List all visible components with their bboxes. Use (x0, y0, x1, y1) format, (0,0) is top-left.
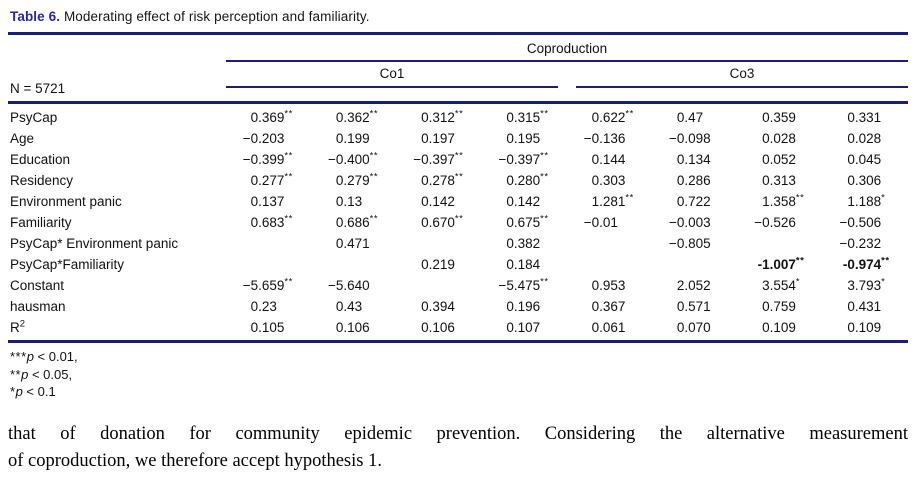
paragraph-line-1: that of donation for community epidemic prevention. Considering the alternative measurement (8, 423, 908, 444)
value-cell: 0 .137 (250, 194, 285, 209)
value-cell: −5 .475** (498, 276, 549, 293)
value-cell (738, 233, 823, 254)
value-cell: 0 .279** (335, 171, 379, 188)
value-cell: 0 .471 (335, 236, 370, 251)
co1-subheader (226, 61, 567, 103)
value-cell: −0 .003 (668, 215, 711, 230)
footnote-stars: * (10, 384, 16, 399)
value-cell: −0 .805 (668, 236, 711, 251)
value-cell: 1 .358** (762, 192, 805, 209)
value-cell: 0 .670** (421, 213, 464, 230)
value-cell: 0 .184 (506, 257, 541, 272)
table-row (8, 233, 908, 254)
footnote-pvar: p (15, 384, 23, 399)
value-cell: 0 .13 (335, 194, 363, 209)
value-cell: −0 .400** (327, 150, 379, 167)
value-cell: 0 .142 (506, 194, 541, 209)
value-cell: 0 .195 (506, 131, 541, 146)
value-cell: 0 .722 (676, 194, 711, 209)
footnote-stars: *** (10, 349, 27, 364)
value-cell: 0 .759 (762, 299, 796, 314)
value-cell (652, 254, 737, 275)
value-cell: 0 .23 (250, 299, 277, 314)
results-table (8, 32, 908, 343)
row-label: hausman (10, 299, 66, 314)
value-cell: 0 .196 (506, 299, 541, 314)
value-cell: −5 .659** (242, 276, 293, 293)
value-cell: 0 .109 (762, 320, 796, 335)
value-cell: 0 .382 (506, 236, 541, 251)
value-cell: 0 .107 (506, 320, 541, 335)
table-row (8, 103, 908, 129)
table-row (8, 191, 908, 212)
value-cell: −0 .232 (839, 236, 882, 251)
co3-subheader (567, 61, 908, 103)
footnote-pvar: p (26, 349, 34, 364)
value-cell: 0 .197 (421, 131, 455, 146)
value-cell: −0 .01 (583, 215, 618, 230)
value-cell: −0 .399** (242, 150, 293, 167)
row-label: PsyCap (10, 110, 58, 125)
value-cell: 0 .278** (421, 171, 464, 188)
coproduction-group-header: Coproduction (226, 34, 908, 62)
value-cell: 0 .286 (676, 173, 711, 188)
footnote-line-3 (10, 383, 908, 401)
table-row (8, 149, 908, 170)
value-cell: 0 .105 (250, 320, 285, 335)
value-cell: 0 .683** (250, 213, 293, 230)
value-cell: 0 .47 (676, 110, 704, 125)
value-cell: 0 .43 (335, 299, 363, 314)
row-label: PsyCap* Environment panic (10, 236, 179, 251)
value-cell (226, 233, 311, 254)
value-cell: −0 .526 (754, 215, 796, 230)
co3-label: Co3 (576, 62, 908, 88)
value-cell: 0 .394 (421, 299, 455, 314)
value-cell (567, 254, 652, 275)
table-title (8, 6, 908, 32)
table-row (8, 212, 908, 233)
value-cell: 0 .106 (335, 320, 370, 335)
value-cell: 0 .686** (335, 213, 379, 230)
value-cell: 0 .280** (506, 171, 549, 188)
footnote-pvar: p (21, 366, 29, 382)
value-cell: 0 .369** (250, 108, 293, 125)
value-cell: 0 .331 (847, 110, 882, 125)
table-row (8, 317, 908, 342)
table-title-text: Moderating effect of risk perception and familiarity. (63, 9, 370, 24)
value-cell: -0 .974** (842, 255, 890, 272)
value-cell: −0 .136 (583, 131, 626, 146)
paragraph-line-2: of coproduction, we therefore accept hypothesis 1. (8, 451, 382, 471)
footnote-line-1 (10, 348, 908, 366)
table-row (8, 275, 908, 296)
row-label: PsyCap*Familiarity (10, 257, 125, 272)
value-cell: 0 .106 (421, 320, 455, 335)
value-cell: 0 .199 (335, 131, 370, 146)
value-cell: 3 .793* (847, 276, 886, 293)
value-cell: 0 .219 (421, 257, 455, 272)
sample-size-label: N = 5721 (10, 81, 66, 96)
value-cell: 0 .142 (421, 194, 455, 209)
value-cell: 0 .571 (676, 299, 711, 314)
footnote-condition: < 0.05, (28, 366, 73, 382)
value-cell: −5 .640 (327, 278, 370, 293)
row-label: Residency (10, 173, 74, 188)
body-paragraph (8, 421, 908, 476)
value-cell: 0 .028 (847, 131, 882, 146)
value-cell: 0 .362** (335, 108, 379, 125)
footnote-stars: ** (10, 366, 22, 382)
value-cell: −0 .098 (668, 131, 711, 146)
value-cell: 0 .028 (762, 131, 796, 146)
value-cell: 0 .313 (762, 173, 796, 188)
value-cell: 0 .134 (676, 152, 711, 167)
value-cell: 0 .052 (762, 152, 796, 167)
table-row (8, 170, 908, 191)
value-cell: −0 .397** (498, 150, 549, 167)
footnote-line-2 (10, 366, 908, 384)
value-cell: 0 .953 (591, 278, 626, 293)
value-cell: 0 .675** (506, 213, 549, 230)
value-cell: 0 .303 (591, 173, 626, 188)
value-cell: 0 .306 (847, 173, 882, 188)
value-cell: 3 .554* (762, 276, 801, 293)
value-cell: 0 .367 (591, 299, 626, 314)
value-cell: 0 .315** (506, 108, 549, 125)
value-cell: 1 .188* (847, 192, 886, 209)
value-cell: 2 .052 (676, 278, 711, 293)
value-cell: 1 .281** (591, 192, 634, 209)
value-cell: 0 .045 (847, 152, 882, 167)
footnote-condition: < 0.01, (33, 349, 78, 364)
table-row (8, 296, 908, 317)
value-cell (311, 254, 396, 275)
value-cell: 0 .070 (676, 320, 711, 335)
row-label: Education (10, 152, 71, 167)
row-label: Environment panic (10, 194, 122, 209)
row-label: $R^2$ (10, 318, 26, 335)
table-row (8, 254, 908, 275)
value-cell: −0 .397** (413, 150, 464, 167)
footnote-condition: < 0.1 (22, 384, 56, 399)
value-cell: −0 .506 (839, 215, 882, 230)
value-cell: 0 .061 (591, 320, 626, 335)
table-footnotes (8, 343, 908, 401)
value-cell: 0 .277** (250, 171, 293, 188)
row-label: Age (10, 131, 35, 146)
value-cell (397, 275, 482, 296)
row-label: Familiarity (10, 215, 72, 230)
value-cell: -1 .007** (757, 255, 805, 272)
value-cell: 0 .109 (847, 320, 882, 335)
value-cell: 0 .312** (421, 108, 464, 125)
table-title-label: Table 6. (10, 9, 61, 24)
co1-label: Co1 (226, 62, 558, 88)
value-cell: 0 .431 (847, 299, 882, 314)
table-body (8, 103, 908, 342)
value-cell: 0 .622** (591, 108, 634, 125)
value-cell (397, 233, 482, 254)
value-cell: 0 .144 (591, 152, 626, 167)
value-cell: 0 .359 (762, 110, 796, 125)
value-cell (567, 233, 652, 254)
row-label: Constant (10, 278, 65, 293)
value-cell: −0 .203 (242, 131, 285, 146)
value-cell (226, 254, 311, 275)
table-header (8, 34, 908, 103)
table-row (8, 128, 908, 149)
